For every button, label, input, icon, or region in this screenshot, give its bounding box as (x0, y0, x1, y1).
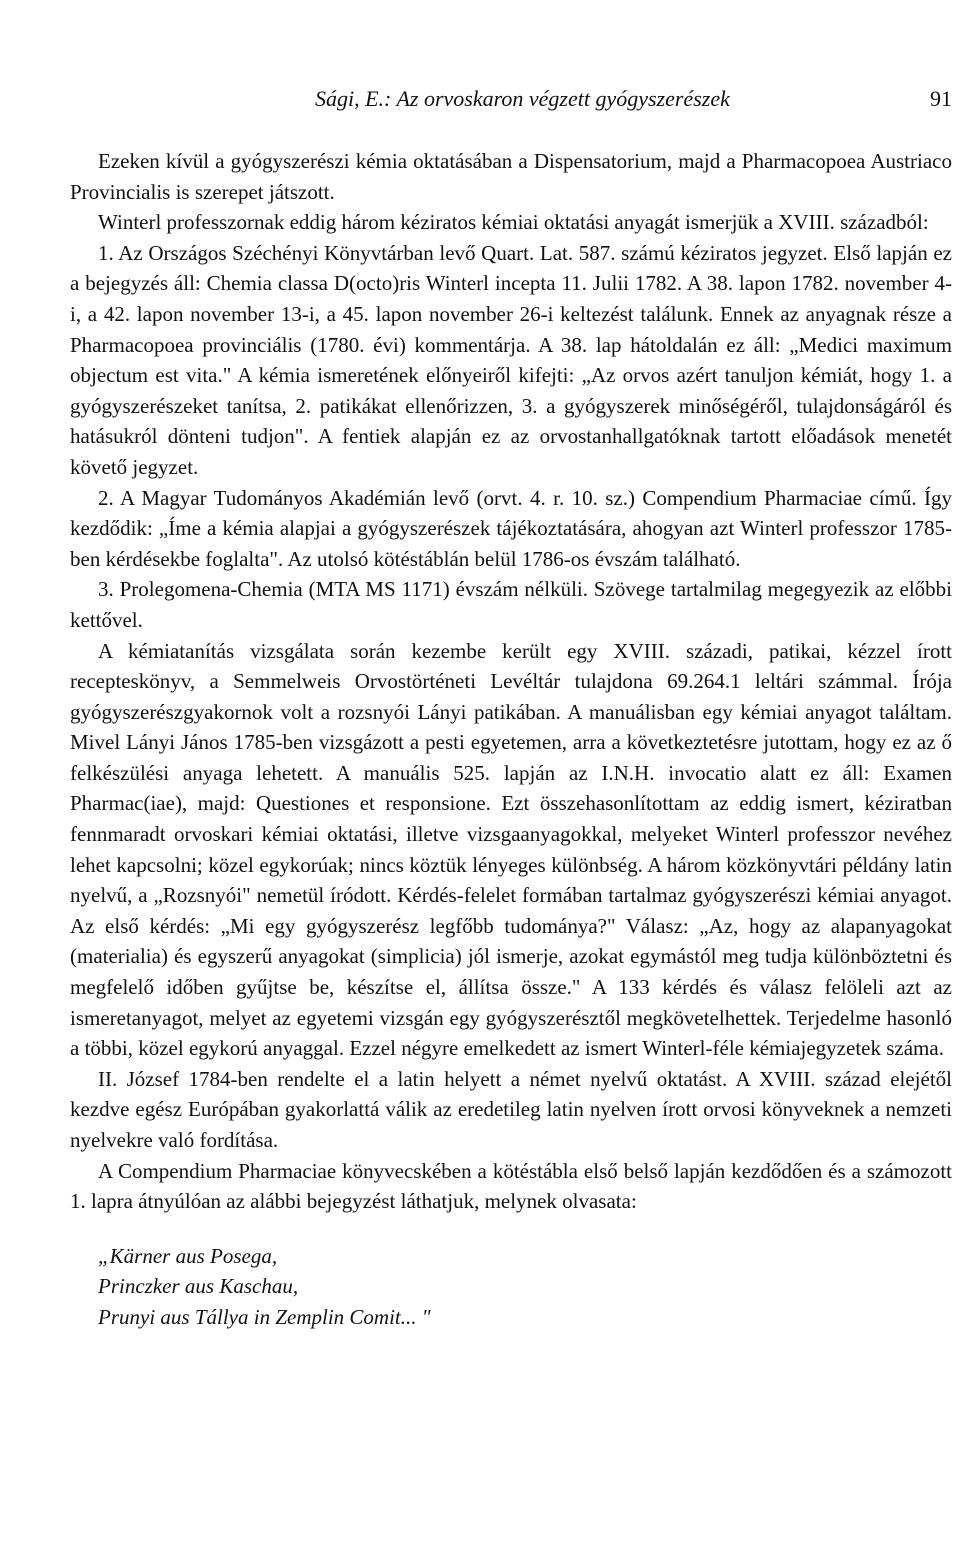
paragraph: Winterl professzornak eddig három kéziratos kémiai oktatási anyagát ismerjük a XVIII. századból: (98, 210, 929, 235)
verse-line: Prunyi aus Tállya in Zemplin Comit... " (98, 1304, 431, 1329)
list-item-2: 2. A Magyar Tudományos Akadémián levő (orvt. 4. r. 10. sz.) Compendium Pharmaciae című. Így kezdődik: „Íme a kémia alapjai a gyógyszerészek tájékoztatására, ahogyan azt Winterl professzor 1785-ben kérdésekbe foglalta". Az utolsó kötéstáblán belül 1786-os évszám található. (70, 485, 952, 571)
article-body (70, 146, 952, 1333)
paragraph: II. József 1784-ben rendelte el a latin helyett a német nyelvű oktatást. A XVIII. század elejétől kezdve egész Európában gyakorlattá válik az eredetileg latin nyelven írott orvosi könyveknek a nemzeti nyelvekre való fordítása. (70, 1066, 952, 1152)
list-item-3: 3. Prolegomena-Chemia (MTA MS 1171) évszám nélküli. Szövege tartalmilag megegyezik az előbbi kettővel. (70, 577, 952, 632)
running-title: Sági, E.: Az orvoskaron végzett gyógyszerészek (315, 86, 730, 111)
running-header (70, 86, 952, 118)
paragraph: A kémiatanítás vizsgálata során kezembe került egy XVIII. századi, patikai, kézzel írott recepteskönyv, a Semmelweis Orvostörténeti Levéltár tulajdona 69.264.1 leltári számmal. Írója gyógyszerészgyakornok volt a rozsnyói Lányi patikában. A manuálisban egy kémiai anyagot találtam. Mivel Lányi János 1785-ben vizsgázott a pesti egyetemen, arra a következtetésre jutottam, hogy ez az ő felkészülési anyaga lehetett. A manuális 525. lapján az I.N.H. invocatio alatt ez áll: Examen Pharmac(iae), majd: Questiones et responsione. Ezt összehasonlítottam az eddig ismert, kéziratban fennmaradt orvoskari kémiai oktatási, illetve vizsgaanyagokkal, melyeket Winterl professzor nevéhez lehet kapcsolni; közel egykorúak; nincs köztük lényeges különbség. A három közkönyvtári példány latin nyelvű, a „Rozsnyói" nemetül íródott. Kérdés-felelet formában tartalmaz gyógyszerészi kémiai anyagot. Az első kérdés: „Mi egy gyógyszerész legfőbb tudománya?" Válasz: „Az, hogy az alapanyagokat (materialia) és egyszerű anyagokat (simplicia) jól ismerje, azokat egymástól meg tudja különböztetni és megfelelő időben gyűjtse be, készítse el, állítsa össze." A 133 kérdés és válasz felöleli azt az ismeretanyagot, melyet az egyetemi vizsgán egy gyógyszerésztől megkövetelhettek. Terjedelme hasonló a többi, közel egykorú anyaggal. Ezzel négyre emelkedett az ismert Winterl-féle kémiajegyzetek száma. (70, 638, 952, 1061)
paragraph: A Compendium Pharmaciae könyvecskében a kötéstábla első belső lapján kezdődően és a számozott 1. lapra átnyúlóan az alábbi bejegyzést láthatjuk, melynek olvasata: (70, 1158, 952, 1214)
page-number: 91 (930, 86, 952, 111)
list-item-1: 1. Az Országos Széchényi Könyvtárban levő Quart. Lat. 587. számú kéziratos jegyzet. Első lapján ez a bejegyzés áll: Chemia classa D(octo)ris Winterl incepta 11. Julii 1782. A 38. lapon 1782. november 4-i, a 42. lapon november 13-i, a 45. lapon november 26-i keltezést találunk. Ennek az anyagnak része a Pharmacopoea provinciális (1780. évi) kommentárja. A 38. lap hátoldalán ez áll: „Medici maximum objectum est vita." A kémia ismeretének előnyeiről kifejti: „Az orvos azért tanuljon kémiát, hogy 1. a gyógyszerészeket tanítsa, 2. patikákat ellenőrizzen, 3. a gyógyszerek minőségéről, tulajdonságáról és hatásukról dönteni tudjon". A fentiek alapján ez az orvostanhallgatóknak tartott előadások menetét követő jegyzet. (70, 240, 952, 479)
paragraph: Ezeken kívül a gyógyszerészi kémia oktatásában a Dispensatorium, majd a Pharmacopoea Austriaco Provincialis is szerepet játszott. (70, 149, 952, 204)
verse-line: „Kärner aus Posega, (98, 1243, 278, 1268)
quoted-entry (70, 1241, 952, 1333)
verse-line: Princzker aus Kaschau, (98, 1274, 299, 1299)
